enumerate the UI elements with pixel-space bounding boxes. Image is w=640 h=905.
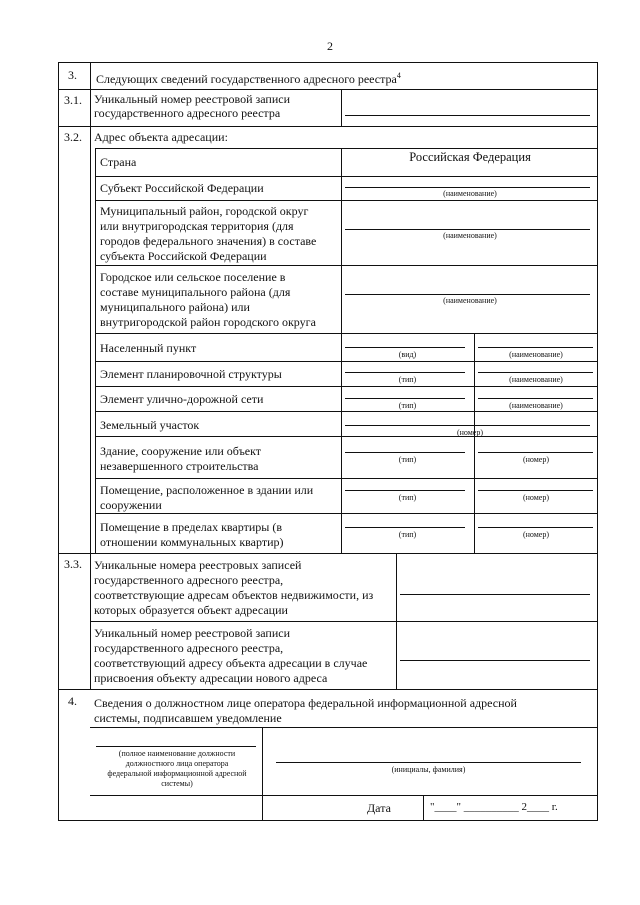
value-column-divider [341,89,342,126]
apartment-type-input-line[interactable] [345,527,465,528]
caption-number: (номер) [522,530,550,539]
municipal-label-line: или внутригородская территория (для [100,219,294,233]
page-number: 2 [327,39,333,53]
section-number: 3.3. [64,557,82,571]
settlement-label-line: Городское или сельское поселение в [100,270,286,284]
source-records-label-line: соответствующие адресам объектов недвижимости, из [94,588,374,602]
caption-type: (тип) [398,530,417,539]
source-records-label-line: Уникальные номера реестровых записей [94,558,302,572]
locality-label: Населенный пункт [100,341,197,355]
planning-name-input-line[interactable] [478,372,593,373]
new-address-record-label-line: государственного адресного реестра, [94,641,284,655]
official-info-title-line1: Сведения о должностном лице оператора федеральной информационной адресной [94,696,517,710]
new-address-record-input-line[interactable] [400,660,590,661]
row-divider [58,89,598,90]
building-label-line: незавершенного строительства [100,459,259,473]
planning-structure-label: Элемент планировочной структуры [100,367,282,381]
table-right-border [597,62,598,821]
section-3-title [96,68,401,87]
building-label-line: Здание, сооружение или объект [100,444,262,458]
signature-column-divider [262,727,263,821]
municipal-input-line[interactable] [345,229,590,230]
row-divider [90,795,597,796]
row-divider [95,200,597,201]
source-records-label-line: которых образуется объект адресации [94,603,288,617]
row-divider [58,689,598,690]
section-number: 4. [68,694,77,708]
locality-type-input-line[interactable] [345,347,465,348]
caption-name: (наименование) [443,296,497,305]
table-left-border [58,62,59,821]
subject-label: Субъект Российской Федерации [100,181,264,195]
source-records-input-line[interactable] [400,594,590,595]
position-caption-line: (полное наименование должности [118,749,236,758]
subtable-split-divider [474,333,475,553]
table-top-border [58,62,598,63]
apartment-label-line: отношении коммунальных квартир) [100,535,284,549]
initials-caption: (инициалы, фамилия) [391,765,466,774]
row-divider [58,126,598,127]
footnote-marker: 4 [396,71,401,80]
land-plot-label: Земельный участок [100,418,200,432]
country-value: Российская Федерация [409,150,531,164]
planning-type-input-line[interactable] [345,372,465,373]
apartment-number-input-line[interactable] [478,527,593,528]
caption-name: (наименование) [509,375,563,384]
municipal-label-line: Муниципальный район, городской округ [100,204,309,218]
caption-number: (номер) [522,493,550,502]
municipal-label-line: субъекта Российской Федерации [100,249,267,263]
caption-name: (наименование) [509,401,563,410]
premises-label-line: сооружении [100,498,162,512]
settlement-label-line: составе муниципального района (для [100,285,291,299]
table-bottom-border [58,820,598,821]
row-divider [95,478,597,479]
building-number-input-line[interactable] [478,452,593,453]
subtable-left-border [95,148,96,553]
country-label: Страна [100,155,137,169]
position-caption-line: системы) [161,779,193,788]
street-type-input-line[interactable] [345,398,465,399]
subject-input-line[interactable] [345,187,590,188]
premises-type-input-line[interactable] [345,490,465,491]
caption-name: (наименование) [443,189,497,198]
initials-input-line[interactable] [276,762,581,763]
row-divider [95,265,597,266]
caption-type: (тип) [398,493,417,502]
registry-record-input-line[interactable] [345,115,590,116]
row-divider [58,553,598,554]
address-section-title: Адрес объекта адресации: [94,130,228,144]
apartment-label-line: Помещение в пределах квартиры (в [100,520,282,534]
new-address-record-label-line: присвоения объекту адресации нового адреса [94,671,328,685]
row-divider [95,361,597,362]
date-column-divider [423,795,424,821]
street-name-input-line[interactable] [478,398,593,399]
settlement-input-line[interactable] [345,294,590,295]
caption-kind: (вид) [398,350,417,359]
date-label: Дата [367,801,391,815]
date-field[interactable]: "____" __________ 2____ г. [430,801,558,813]
land-plot-number-input-line[interactable] [345,425,590,426]
row-divider [95,333,597,334]
source-records-label-line: государственного адресного реестра, [94,573,284,587]
section-3-title-text: Следующих сведений государственного адресного реестра [96,72,397,86]
municipal-label-line: городов федерального значения) в составе [100,234,317,248]
number-column-divider [90,62,91,689]
row-divider [90,621,597,622]
section-number: 3.1. [64,93,82,107]
caption-number: (номер) [456,428,484,437]
row-divider [95,386,597,387]
caption-name: (наименование) [443,231,497,240]
subtable-top-border [95,148,597,149]
position-caption-line: должностного лица оператора [125,759,229,768]
settlement-label-line: внутригородской район городского округа [100,315,316,329]
caption-name: (наименование) [509,350,563,359]
caption-number: (номер) [522,455,550,464]
position-input-line[interactable] [96,746,256,747]
registry-record-label-line1: Уникальный номер реестровой записи [94,92,291,106]
official-info-title-line2: системы, подписавшем уведомление [94,711,282,725]
position-caption-line: федеральной информационной адресной [107,769,247,778]
registry-record-label-line2: государственного адресного реестра [94,106,281,120]
row-divider [95,176,597,177]
row-divider [95,411,597,412]
row-divider [95,513,597,514]
caption-type: (тип) [398,401,417,410]
locality-name-input-line[interactable] [478,347,593,348]
settlement-label-line: муниципального района) или [100,300,250,314]
premises-number-input-line[interactable] [478,490,593,491]
new-address-record-label-line: соответствующий адресу объекта адресации в случае [94,656,368,670]
caption-type: (тип) [398,375,417,384]
section-number: 3. [68,68,77,82]
premises-label-line: Помещение, расположенное в здании или [100,483,314,497]
row-divider [90,727,597,728]
building-type-input-line[interactable] [345,452,465,453]
new-address-record-label-line: Уникальный номер реестровой записи [94,626,291,640]
section-number: 3.2. [64,130,82,144]
street-network-label: Элемент улично-дорожной сети [100,392,264,406]
caption-type: (тип) [398,455,417,464]
subtable-value-divider [341,148,342,553]
